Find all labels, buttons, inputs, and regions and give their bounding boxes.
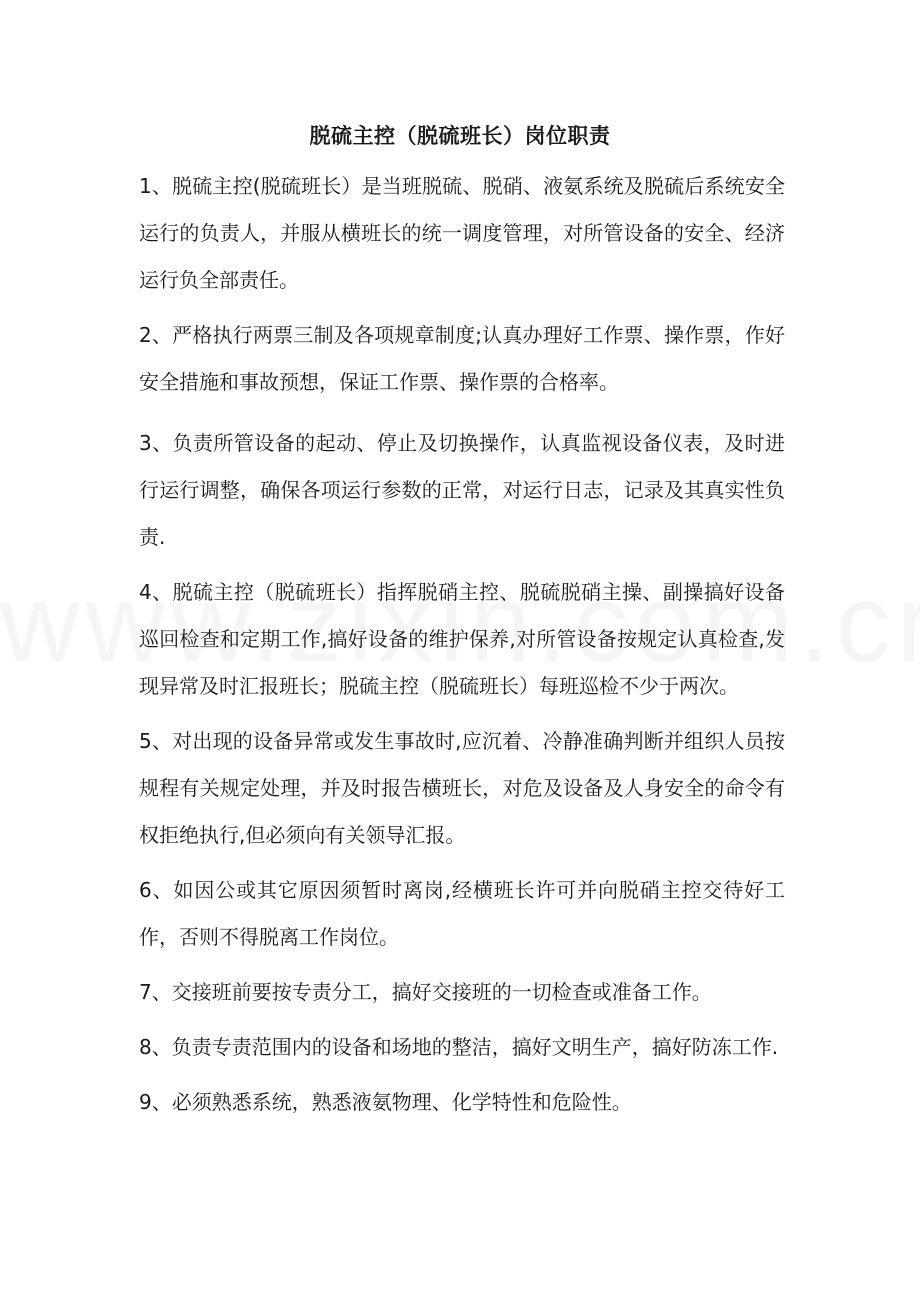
paragraph-2: 2、严格执行两票三制及各项规章制度;认真办理好工作票、操作票，作好安全措施和事故预想，保证工作票、操作票的合格率。 xyxy=(139,323,785,394)
paragraph-1: 1、脱硫主控(脱硫班长）是当班脱硫、脱硝、液氨系统及脱硫后系统安全运行的负责人，并服从横班长的统一调度管理，对所管设备的安全、经济运行负全部责任。 xyxy=(139,174,785,292)
paragraph-5: 5、对出现的设备异常或发生事故时,应沉着、冷静准确判断并组织人员按规程有关规定处理，并及时报告横班长，对危及设备及人身安全的命令有权拒绝执行,但必须向有关领导汇报。 xyxy=(139,729,785,847)
paragraph-6: 6、如因公或其它原因须暂时离岗,经横班长许可并向脱硝主控交待好工作，否则不得脱离工作岗位。 xyxy=(139,878,785,949)
paragraph-7: 7、交接班前要按专责分工，搞好交接班的一切检查或准备工作。 xyxy=(139,980,712,1004)
document-body xyxy=(139,163,785,1134)
paragraph-8: 8、负责专责范围内的设备和场地的整洁，搞好文明生产，搞好防冻工作. xyxy=(139,1035,779,1059)
paragraph-4: 4、脱硫主控（脱硫班长）指挥脱硝主控、脱硫脱硝主操、副操搞好设备巡回检查和定期工作,搞好设备的维护保养,对所管设备按规定认真检查,发现异常及时汇报班长；脱硫主控（脱硫班长）每班巡检不少于两次。 xyxy=(139,580,785,698)
document-title: 脱硫主控（脱硫班长）岗位职责 xyxy=(309,124,611,148)
paragraph-9: 9、必须熟悉系统，熟悉液氨物理、化学特性和危险性。 xyxy=(139,1090,632,1114)
paragraph-3: 3、负责所管设备的起动、停止及切换操作，认真监视设备仪表，及时进行运行调整，确保各项运行参数的正常，对运行日志，记录及其真实性负责. xyxy=(139,431,785,549)
